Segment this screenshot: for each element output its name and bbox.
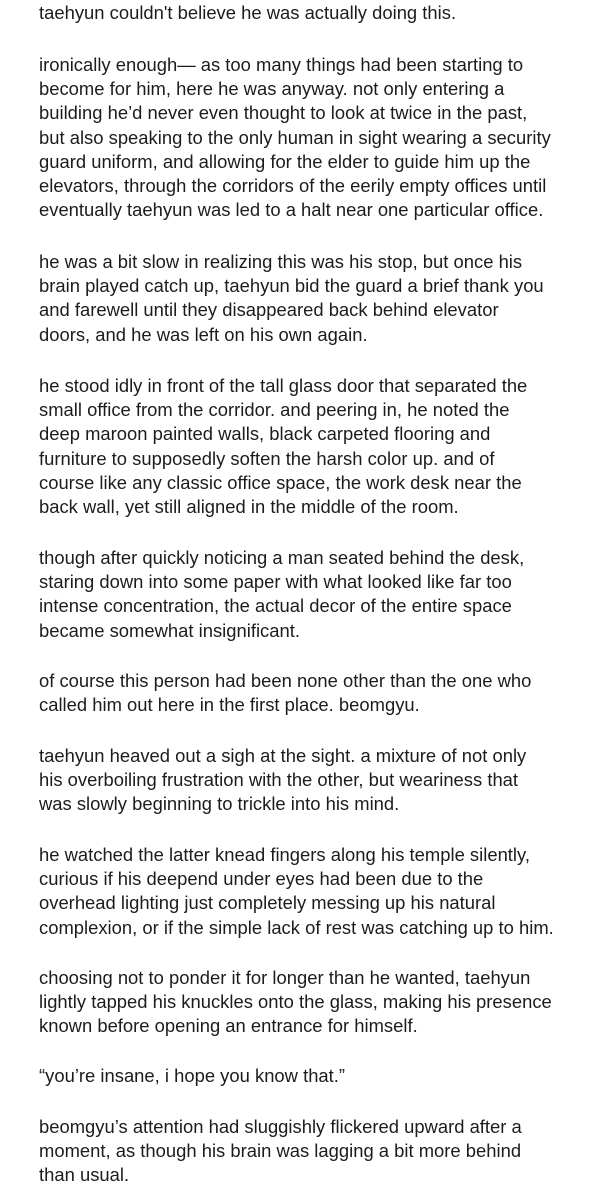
text-line: eventually taehyun was led to a halt near one particular office. bbox=[39, 199, 544, 221]
text-line: small office from the corridor. and peering in, he noted the bbox=[39, 399, 510, 421]
text-line: overhead lighting just completely messing up his natural bbox=[39, 892, 496, 914]
paragraph-10 bbox=[39, 1064, 604, 1088]
text-line: was slowly beginning to trickle into his mind. bbox=[39, 793, 400, 815]
text-line: moment, as though his brain was lagging a bit more behind bbox=[39, 1140, 522, 1162]
text-line: become for him, here he was anyway. not only entering a bbox=[39, 78, 505, 100]
text-line: beomgyu’s attention had sluggishly flickered upward after a bbox=[39, 1116, 522, 1137]
paragraph-2 bbox=[39, 53, 604, 222]
text-line: deep maroon painted walls, black carpeted flooring and bbox=[39, 423, 491, 445]
paragraph-7 bbox=[39, 744, 604, 817]
text-line: doors, and he was left on his own again. bbox=[39, 323, 368, 345]
text-line: course like any classic office space, the work desk near the bbox=[39, 471, 522, 493]
paragraph-8 bbox=[39, 843, 604, 940]
text-line: curious if his deepend under eyes had been due to the bbox=[39, 868, 484, 890]
text-line: called him out here in the first place. beomgyu. bbox=[39, 694, 420, 716]
text-line: “you’re insane, i hope you know that.” bbox=[39, 1065, 346, 1086]
text-line: became somewhat insignificant. bbox=[39, 619, 300, 641]
text-line: back wall, yet still aligned in the middle of the room. bbox=[39, 496, 459, 518]
text-line: lightly tapped his knuckles onto the glass, making his presence bbox=[39, 991, 552, 1013]
paragraph-6 bbox=[39, 669, 604, 717]
text-line: brain played catch up, taehyun bid the guard a brief thank you bbox=[39, 275, 544, 297]
text-line: staring down into some paper with what looked like far too bbox=[39, 571, 512, 593]
text-line: building he’d never even thought to look at twice in the past, bbox=[39, 102, 528, 124]
text-line: intense concentration, the actual decor of the entire space bbox=[39, 595, 512, 617]
text-line: though after quickly noticing a man seated behind the desk, bbox=[39, 547, 525, 568]
text-line: his overboiling frustration with the other, but weariness that bbox=[39, 769, 519, 791]
text-line: ironically enough— as too many things had been starting to bbox=[39, 54, 524, 75]
text-line: he watched the latter knead fingers along his temple silently, bbox=[39, 844, 530, 865]
text-line: he was a bit slow in realizing this was his stop, but once his bbox=[39, 251, 523, 272]
text-line: elevators, through the corridors of the eerily empty offices until bbox=[39, 175, 547, 197]
text-line: choosing not to ponder it for longer than he wanted, taehyun bbox=[39, 967, 531, 988]
text-line: taehyun heaved out a sigh at the sight. a mixture of not only bbox=[39, 745, 527, 766]
text-line: but also speaking to the only human in sight wearing a security bbox=[39, 126, 551, 148]
text-line: furniture to supposedly soften the harsh color up. and of bbox=[39, 447, 495, 469]
paragraph-5 bbox=[39, 546, 604, 643]
paragraph-3 bbox=[39, 250, 604, 347]
text-line: guard uniform, and allowing for the elder to guide him up the bbox=[39, 150, 531, 172]
text-line: and farewell until they disappeared back behind elevator bbox=[39, 299, 499, 321]
text-line: taehyun couldn't believe he was actually doing this. bbox=[39, 2, 457, 23]
text-line: complexion, or if the simple lack of rest was catching up to him. bbox=[39, 916, 554, 938]
text-line: of course this person had been none other than the one who bbox=[39, 670, 532, 691]
paragraph-11 bbox=[39, 1115, 604, 1188]
text-line: than usual. bbox=[39, 1164, 130, 1186]
text-line: he stood idly in front of the tall glass door that separated the bbox=[39, 375, 528, 396]
paragraph-9 bbox=[39, 966, 604, 1039]
paragraph-1 bbox=[39, 1, 604, 25]
paragraph-4 bbox=[39, 374, 604, 519]
text-line: known before opening an entrance for himself. bbox=[39, 1015, 418, 1037]
